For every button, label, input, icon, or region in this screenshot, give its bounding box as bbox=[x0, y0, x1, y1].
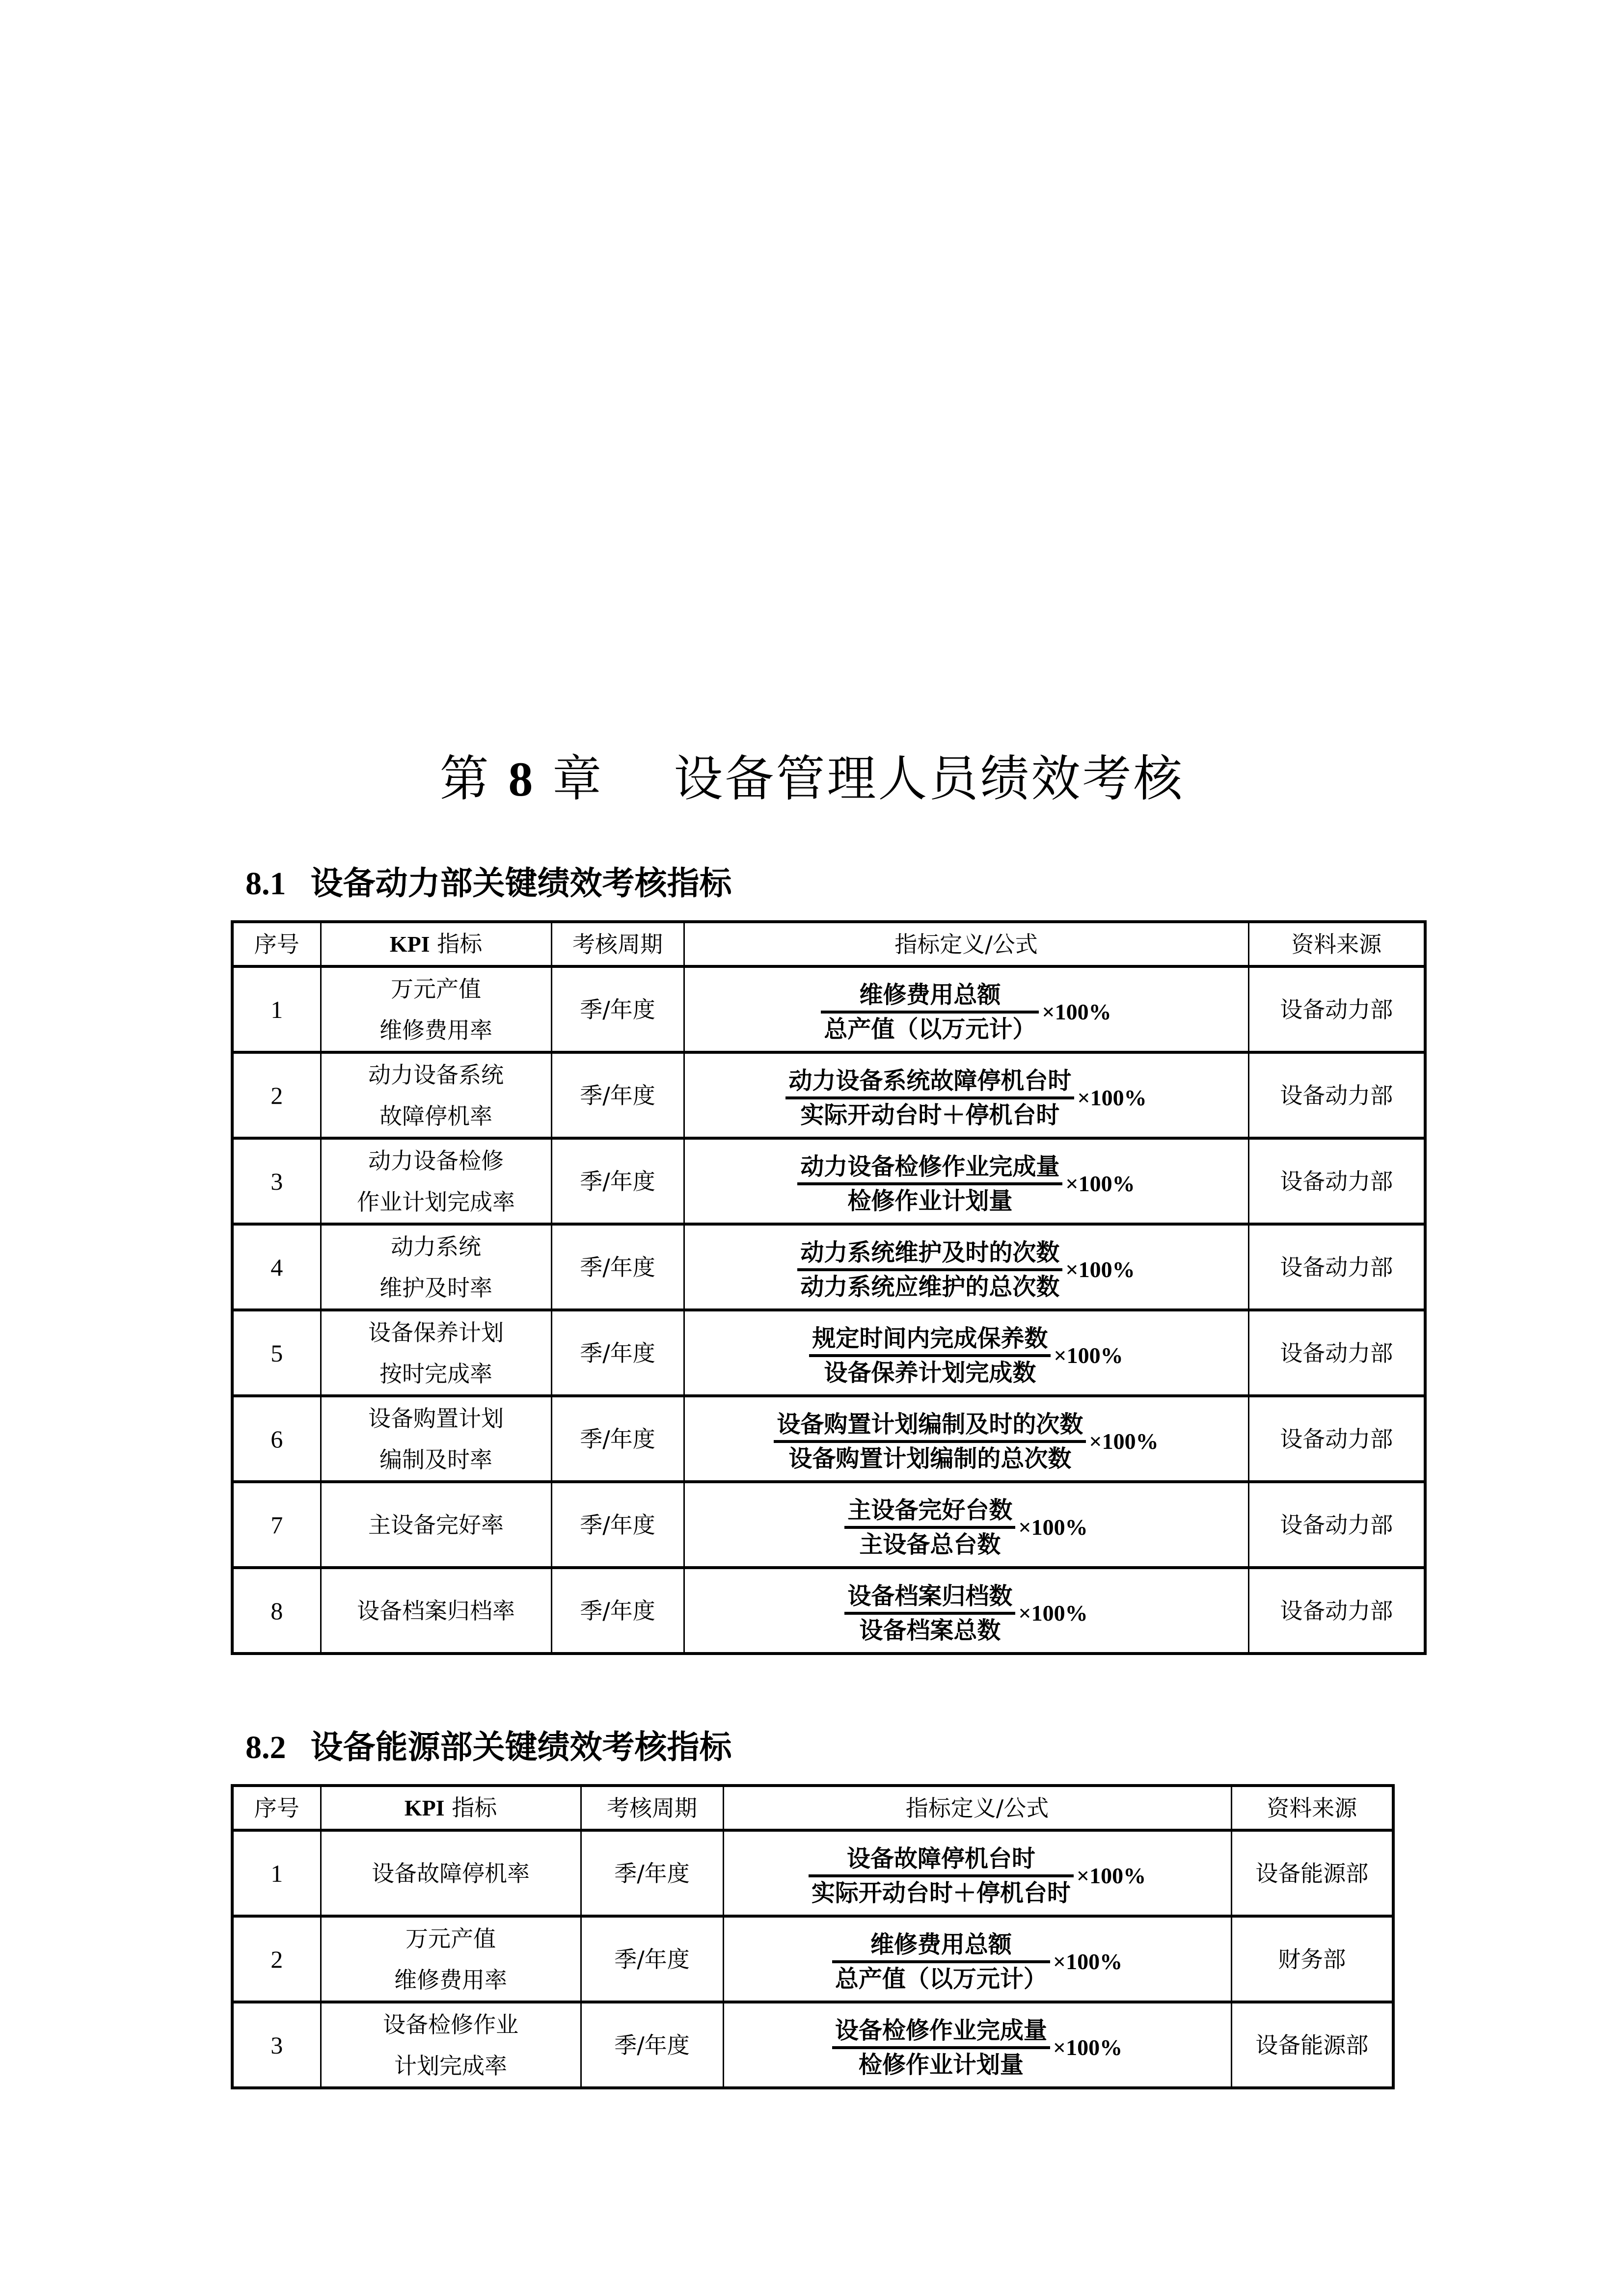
kpi-formula bbox=[723, 1916, 1231, 2002]
formula-denominator: 检修作业计划量 bbox=[858, 2051, 1024, 2079]
row-index: 1 bbox=[232, 1830, 321, 1916]
formula-numerator: 设备档案归档数 bbox=[847, 1582, 1013, 1610]
kpi-name-line: 维修费用率 bbox=[379, 1016, 492, 1043]
formula-numerator: 规定时间内完成保养数 bbox=[812, 1324, 1048, 1352]
formula-multiplier: ×100% bbox=[1076, 1863, 1146, 1888]
chapter-name: 设备管理人员绩效考核 bbox=[674, 750, 1185, 807]
formula-numerator: 维修费用总额 bbox=[859, 981, 1001, 1009]
header-source: 资料来源 bbox=[1248, 922, 1425, 966]
kpi-formula bbox=[684, 1396, 1248, 1482]
formula-multiplier: ×100% bbox=[1053, 1949, 1123, 1974]
fraction bbox=[832, 2015, 1050, 2081]
kpi-table-power-dept bbox=[231, 920, 1427, 1655]
table-row bbox=[232, 1916, 1393, 2002]
fraction bbox=[809, 1323, 1051, 1388]
header-index: 序号 bbox=[232, 1786, 321, 1830]
assessment-period: 季/年度 bbox=[581, 1916, 723, 2002]
kpi-formula bbox=[684, 1482, 1248, 1568]
formula-denominator: 实际开动台时＋停机台时 bbox=[811, 1879, 1071, 1907]
kpi-name bbox=[321, 2002, 581, 2088]
kpi-name-line: 动力设备系统 bbox=[368, 1061, 504, 1088]
section-number: 8.1 bbox=[245, 865, 286, 902]
kpi-table-energy-dept bbox=[231, 1784, 1395, 2089]
kpi-name-line: 主设备完好率 bbox=[368, 1511, 504, 1538]
kpi-name-line: 设备档案归档率 bbox=[357, 1597, 515, 1624]
table-header-row bbox=[232, 1786, 1393, 1830]
header-period: 考核周期 bbox=[551, 922, 684, 966]
kpi-name-line: 按时完成率 bbox=[379, 1360, 492, 1387]
section-title-8-1 bbox=[245, 861, 732, 906]
kpi-name bbox=[321, 1224, 551, 1310]
formula-numerator: 动力系统维护及时的次数 bbox=[800, 1238, 1060, 1266]
formula-denominator: 设备档案总数 bbox=[859, 1616, 1001, 1644]
table-row bbox=[232, 1568, 1425, 1654]
row-index: 2 bbox=[232, 1052, 321, 1138]
formula-numerator: 主设备完好台数 bbox=[847, 1496, 1013, 1524]
data-source: 设备动力部 bbox=[1248, 966, 1425, 1052]
chapter-prefix: 第 bbox=[439, 750, 491, 807]
row-index: 3 bbox=[232, 2002, 321, 2088]
header-kpi: KPI 指标 bbox=[321, 1786, 581, 1830]
kpi-name bbox=[321, 1138, 551, 1224]
data-source: 设备动力部 bbox=[1248, 1568, 1425, 1654]
header-index: 序号 bbox=[232, 922, 321, 966]
fraction bbox=[832, 1929, 1050, 1995]
kpi-name bbox=[321, 1482, 551, 1568]
chapter-suffix: 章 bbox=[552, 750, 604, 807]
kpi-name-line: 计划完成率 bbox=[394, 2052, 507, 2079]
kpi-formula bbox=[684, 1568, 1248, 1654]
row-index: 7 bbox=[232, 1482, 321, 1568]
kpi-formula bbox=[684, 966, 1248, 1052]
table-row bbox=[232, 1396, 1425, 1482]
kpi-name bbox=[321, 1396, 551, 1482]
kpi-formula bbox=[723, 2002, 1231, 2088]
row-index: 8 bbox=[232, 1568, 321, 1654]
assessment-period: 季/年度 bbox=[551, 1396, 684, 1482]
formula-multiplier: ×100% bbox=[1053, 2034, 1123, 2060]
formula-denominator: 设备购置计划编制的总次数 bbox=[788, 1444, 1072, 1472]
kpi-name-line: 万元产值 bbox=[406, 1925, 496, 1952]
kpi-name-line: 设备检修作业 bbox=[383, 2011, 518, 2038]
formula-multiplier: ×100% bbox=[1018, 1514, 1088, 1540]
formula-multiplier: ×100% bbox=[1042, 999, 1111, 1024]
assessment-period: 季/年度 bbox=[551, 1138, 684, 1224]
formula-numerator: 设备检修作业完成量 bbox=[835, 2016, 1047, 2044]
header-period: 考核周期 bbox=[581, 1786, 723, 1830]
chapter-title bbox=[0, 745, 1624, 814]
kpi-formula bbox=[684, 1052, 1248, 1138]
formula-numerator: 设备购置计划编制及时的次数 bbox=[777, 1410, 1083, 1438]
formula-multiplier: ×100% bbox=[1089, 1428, 1159, 1454]
table-header-row bbox=[232, 922, 1425, 966]
formula-denominator: 实际开动台时＋停机台时 bbox=[800, 1101, 1060, 1129]
data-source: 设备能源部 bbox=[1231, 2002, 1393, 2088]
fraction bbox=[774, 1409, 1086, 1474]
assessment-period: 季/年度 bbox=[581, 2002, 723, 2088]
kpi-name-line: 维护及时率 bbox=[379, 1274, 492, 1301]
kpi-name bbox=[321, 1568, 551, 1654]
assessment-period: 季/年度 bbox=[551, 966, 684, 1052]
table-row bbox=[232, 1482, 1425, 1568]
kpi-name bbox=[321, 966, 551, 1052]
header-formula: 指标定义/公式 bbox=[723, 1786, 1231, 1830]
kpi-name bbox=[321, 1830, 581, 1916]
table-row bbox=[232, 966, 1425, 1052]
formula-denominator: 总产值（以万元计） bbox=[835, 1965, 1047, 1993]
fraction bbox=[797, 1237, 1062, 1303]
row-index: 2 bbox=[232, 1916, 321, 2002]
table-row bbox=[232, 1310, 1425, 1396]
fraction bbox=[785, 1065, 1074, 1131]
formula-multiplier: ×100% bbox=[1065, 1171, 1135, 1196]
row-index: 4 bbox=[232, 1224, 321, 1310]
assessment-period: 季/年度 bbox=[551, 1310, 684, 1396]
table-row bbox=[232, 1052, 1425, 1138]
formula-numerator: 设备故障停机台时 bbox=[846, 1844, 1035, 1872]
kpi-name bbox=[321, 1916, 581, 2002]
data-source: 设备动力部 bbox=[1248, 1310, 1425, 1396]
data-source: 设备能源部 bbox=[1231, 1830, 1393, 1916]
header-source: 资料来源 bbox=[1231, 1786, 1393, 1830]
formula-denominator: 主设备总台数 bbox=[859, 1530, 1001, 1558]
formula-numerator: 动力设备系统故障停机台时 bbox=[788, 1067, 1072, 1095]
kpi-name-line: 设备购置计划 bbox=[368, 1405, 504, 1432]
fraction bbox=[821, 979, 1039, 1045]
section-name: 设备动力部关键绩效考核指标 bbox=[310, 864, 732, 902]
kpi-formula bbox=[723, 1830, 1231, 1916]
row-index: 3 bbox=[232, 1138, 321, 1224]
assessment-period: 季/年度 bbox=[551, 1568, 684, 1654]
section-number: 8.2 bbox=[245, 1729, 286, 1765]
assessment-period: 季/年度 bbox=[551, 1482, 684, 1568]
formula-multiplier: ×100% bbox=[1065, 1256, 1135, 1282]
fraction bbox=[809, 1843, 1074, 1909]
kpi-name-line: 编制及时率 bbox=[379, 1446, 492, 1473]
section-title-8-2 bbox=[245, 1725, 732, 1770]
row-index: 6 bbox=[232, 1396, 321, 1482]
kpi-name-line: 维修费用率 bbox=[394, 1966, 507, 1993]
row-index: 5 bbox=[232, 1310, 321, 1396]
formula-multiplier: ×100% bbox=[1077, 1085, 1147, 1110]
header-kpi: KPI 指标 bbox=[321, 922, 551, 966]
kpi-name-line: 作业计划完成率 bbox=[357, 1188, 515, 1215]
row-index: 1 bbox=[232, 966, 321, 1052]
kpi-formula bbox=[684, 1224, 1248, 1310]
kpi-formula bbox=[684, 1138, 1248, 1224]
formula-denominator: 总产值（以万元计） bbox=[824, 1015, 1036, 1043]
formula-denominator: 动力系统应维护的总次数 bbox=[800, 1273, 1060, 1301]
fraction bbox=[844, 1580, 1015, 1646]
formula-multiplier: ×100% bbox=[1054, 1342, 1123, 1368]
data-source: 财务部 bbox=[1231, 1916, 1393, 2002]
data-source: 设备动力部 bbox=[1248, 1224, 1425, 1310]
kpi-name-line: 设备故障停机率 bbox=[372, 1860, 530, 1887]
kpi-name-line: 动力系统 bbox=[391, 1233, 481, 1260]
fraction bbox=[844, 1495, 1015, 1560]
table-row bbox=[232, 2002, 1393, 2088]
kpi-name-line: 动力设备检修 bbox=[368, 1147, 504, 1174]
table-row bbox=[232, 1224, 1425, 1310]
kpi-name-line: 故障停机率 bbox=[379, 1102, 492, 1129]
formula-numerator: 维修费用总额 bbox=[870, 1930, 1012, 1958]
kpi-name bbox=[321, 1052, 551, 1138]
kpi-name-line: 设备保养计划 bbox=[368, 1319, 504, 1346]
table-row bbox=[232, 1138, 1425, 1224]
section-name: 设备能源部关键绩效考核指标 bbox=[310, 1728, 732, 1766]
kpi-name-line: 万元产值 bbox=[391, 975, 481, 1002]
assessment-period: 季/年度 bbox=[551, 1224, 684, 1310]
data-source: 设备动力部 bbox=[1248, 1482, 1425, 1568]
assessment-period: 季/年度 bbox=[551, 1052, 684, 1138]
data-source: 设备动力部 bbox=[1248, 1396, 1425, 1482]
kpi-formula bbox=[684, 1310, 1248, 1396]
formula-numerator: 动力设备检修作业完成量 bbox=[800, 1152, 1060, 1180]
data-source: 设备动力部 bbox=[1248, 1138, 1425, 1224]
formula-denominator: 检修作业计划量 bbox=[847, 1187, 1013, 1215]
data-source: 设备动力部 bbox=[1248, 1052, 1425, 1138]
kpi-name bbox=[321, 1310, 551, 1396]
formula-denominator: 设备保养计划完成数 bbox=[824, 1359, 1036, 1387]
assessment-period: 季/年度 bbox=[581, 1830, 723, 1916]
chapter-number: 8 bbox=[508, 752, 535, 806]
fraction bbox=[797, 1151, 1062, 1217]
header-formula: 指标定义/公式 bbox=[684, 922, 1248, 966]
formula-multiplier: ×100% bbox=[1018, 1600, 1088, 1626]
table-row bbox=[232, 1830, 1393, 1916]
